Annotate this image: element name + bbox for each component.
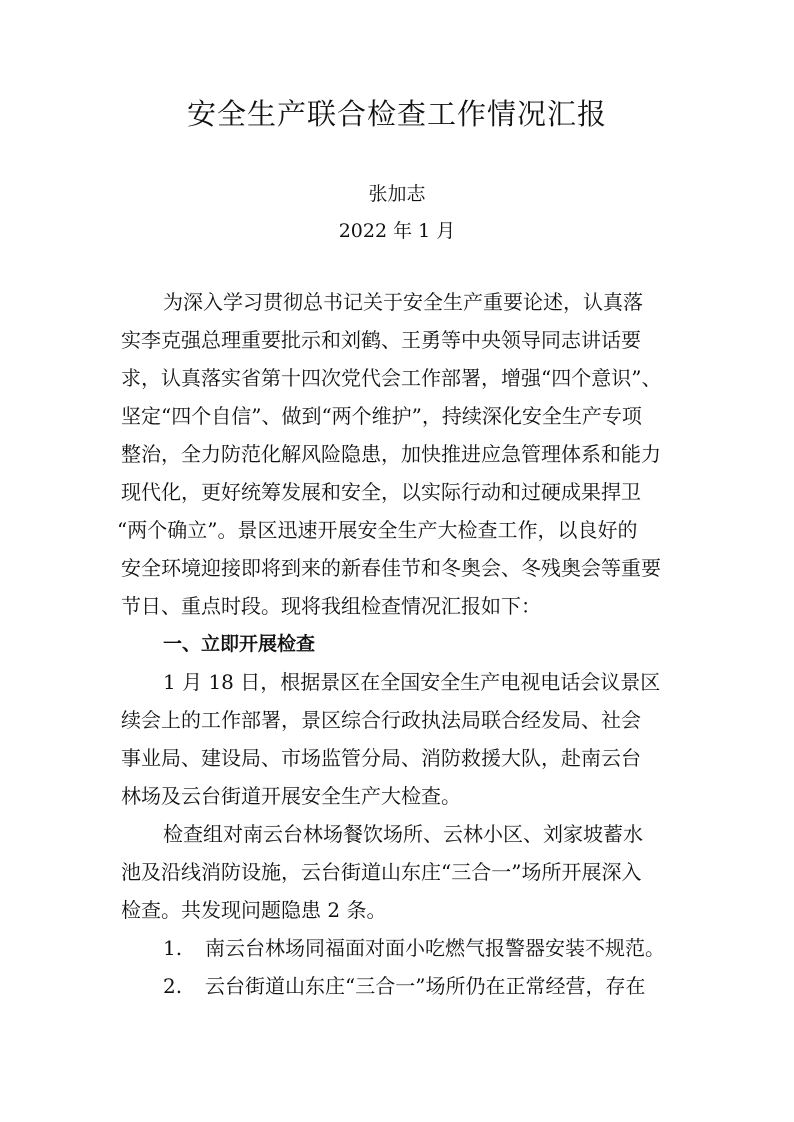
document-date: 2022 年 1 月 (338, 220, 456, 242)
intro-line: 实李克强总理重要批示和刘鹤、王勇等中央领导同志讲话要 (121, 328, 641, 352)
document-title: 安全生产联合检查工作情况汇报 (186, 97, 607, 131)
intro-line: 为深入学习贯彻总书记关于安全生产重要论述，认真落 (163, 290, 643, 314)
para2-line: 池及沿线消防设施，云台街道山东庄“三合一”场所开展深入 (121, 860, 642, 884)
para2-line: 检查组对南云台林场餐饮场所、云林小区、刘家坡蓄水 (163, 822, 643, 846)
intro-line: 求，认真落实省第十四次党代会工作部署，增强“四个意识”、 (121, 366, 662, 390)
intro-line: 坚定“四个自信”、做到“两个维护”，持续深化安全生产专项 (121, 404, 642, 428)
document-author: 张加志 (368, 183, 426, 205)
list-item-text: 南云台林场同福面对面小吃燃气报警器安装不规范。 (205, 936, 665, 960)
intro-line: 整治，全力防范化解风险隐患，加快推进应急管理体系和能力 (121, 442, 661, 466)
intro-line: 安全环境迎接即将到来的新春佳节和冬奥会、冬残奥会等重要 (121, 556, 661, 580)
para1-line: 林场及云台街道开展安全生产大检查。 (121, 784, 461, 808)
list-item-number: 2. (163, 974, 183, 998)
para1-line: 1 月 18 日，根据景区在全国安全生产电视电话会议景区 (163, 670, 661, 694)
list-item (163, 933, 665, 963)
section-heading: 一、立即开展检查 (163, 633, 316, 655)
list-item-text: 云台街道山东庄“三合一”场所仍在正常经营，存在 (205, 974, 646, 998)
para1-line: 事业局、建设局、市场监管分局、消防救援大队，赴南云台 (121, 746, 641, 770)
para1-line: 续会上的工作部署，景区综合行政执法局联合经发局、社会 (121, 708, 641, 732)
list-item (163, 971, 645, 1001)
intro-line: 现代化，更好统筹发展和安全，以实际行动和过硬成果捍卫 (121, 480, 641, 504)
intro-line: “两个确立”。景区迅速开展安全生产大检查工作，以良好的 (117, 518, 638, 542)
intro-line: 节日、重点时段。现将我组检查情况汇报如下： (121, 594, 541, 618)
para2-line: 检查。共发现问题隐患 2 条。 (121, 898, 387, 922)
list-item-number: 1. (163, 936, 183, 960)
